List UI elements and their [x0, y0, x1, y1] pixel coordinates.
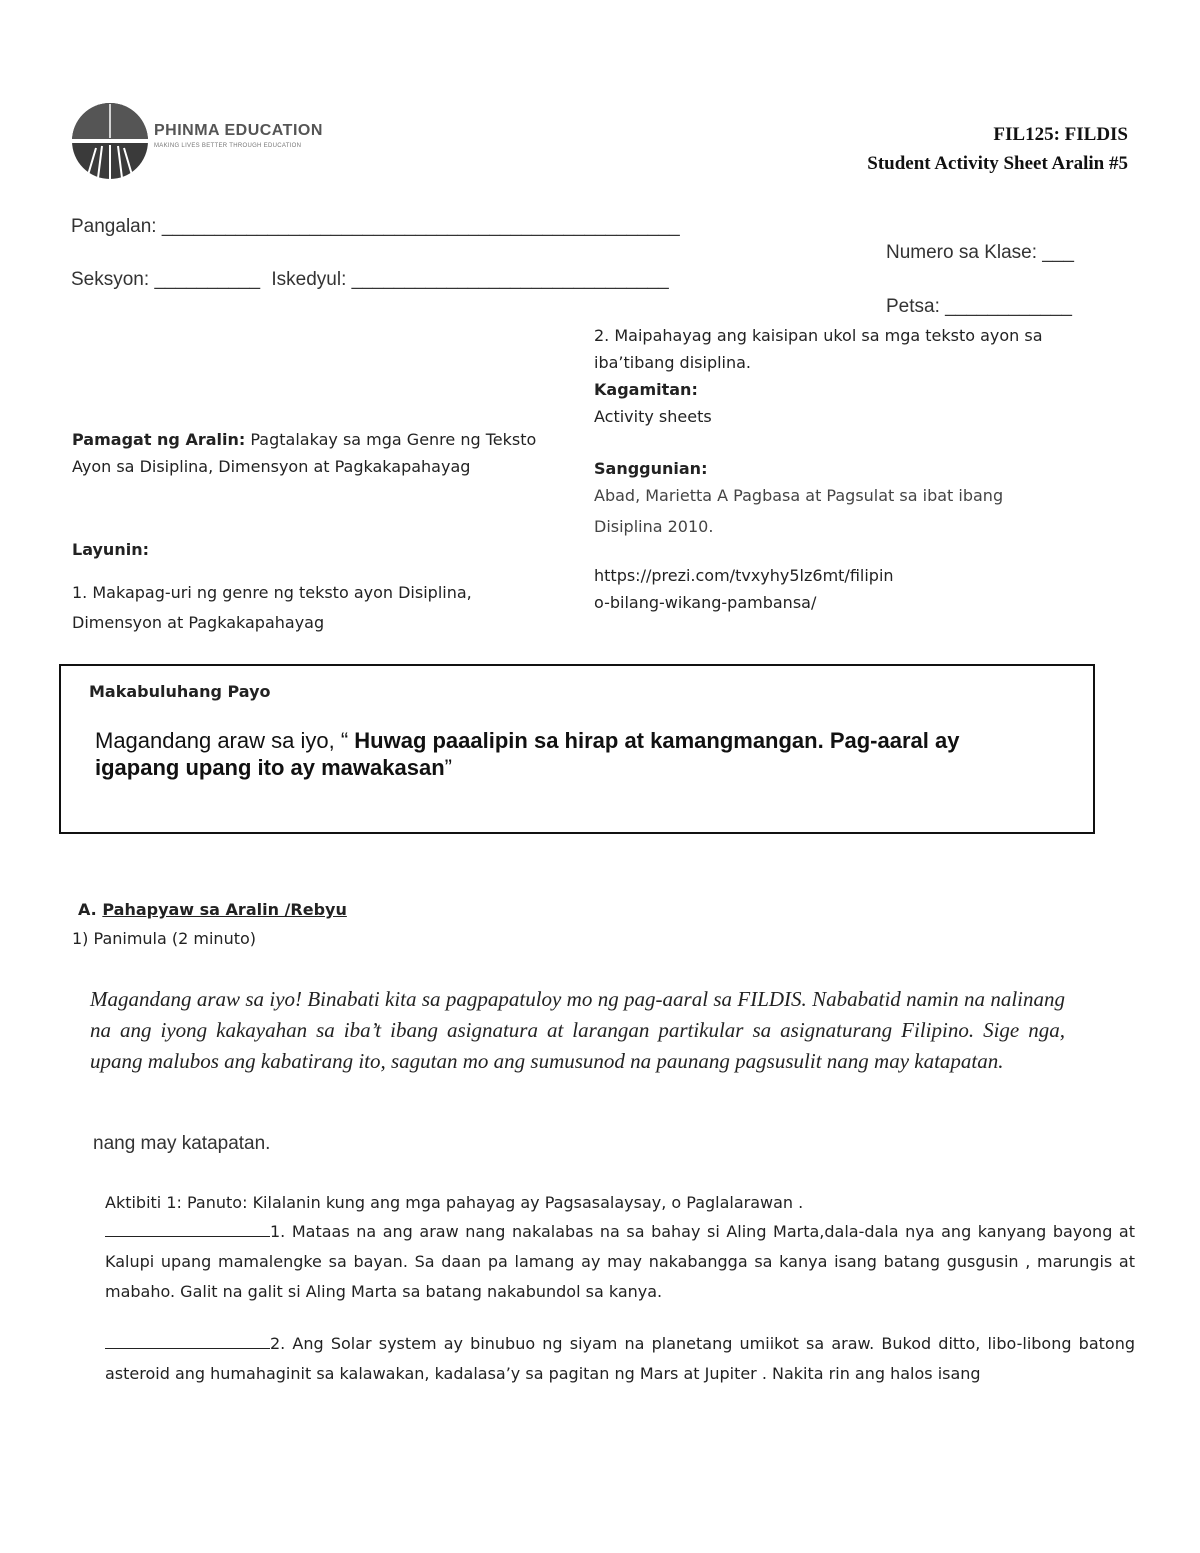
- objective-2-line-1: 2. Maipahayag ang kaisipan ukol sa mga teksto ayon sa: [594, 326, 1043, 345]
- intro-paragraph: Magandang araw sa iyo! Binabati kita sa pagpapatuloy mo ng pag-aaral sa FILDIS. Nababatid namin na nalinang na ang iyong kakayahan sa iba’t ibang asignatura at larangan partikular sa asignaturang Filipino. Sige nga, upang malubos ang kabatirang ito, sagutan mo ang sumusunod na paunang pagsusulit nang may katapatan.: [90, 987, 1065, 1073]
- phinma-logo: [68, 100, 358, 182]
- name-blank: _________________________________________________: [161, 216, 680, 237]
- class-number-field[interactable]: [886, 242, 1074, 264]
- date-label: Petsa:: [886, 296, 940, 317]
- answer-blank-2[interactable]: [105, 1334, 270, 1349]
- date-field[interactable]: [886, 296, 1072, 318]
- section-blank: __________: [154, 269, 261, 290]
- reference-2-link[interactable]: [594, 562, 1094, 616]
- advice-title: Makabuluhang Payo: [89, 682, 271, 701]
- activity-item-1: [105, 1217, 1135, 1307]
- section-a-heading: [78, 900, 347, 919]
- objective-1-line-2: Dimensyon at Pagkakapahayag: [72, 613, 325, 632]
- schedule-label: Iskedyul:: [271, 269, 347, 290]
- sheet-title: Student Activity Sheet Aralin #5: [867, 153, 1128, 174]
- name-field[interactable]: [71, 216, 680, 238]
- activity-label: Aktibiti 1:: [105, 1193, 182, 1212]
- activity-item-2: [105, 1329, 1135, 1389]
- objective-1: [72, 578, 572, 638]
- section-a-letter: A.: [78, 900, 97, 919]
- section-field[interactable]: [71, 269, 669, 291]
- item-2-number: 2.: [270, 1334, 286, 1353]
- lesson-title-text-2: Ayon sa Disiplina, Dimensyon at Pagkakapahayag: [72, 457, 471, 476]
- class-number-label: Numero sa Klase:: [886, 242, 1038, 263]
- objective-1-line-1: 1. Makapag-uri ng genre ng teksto ayon Disiplina,: [72, 583, 472, 602]
- item-1-number: 1.: [270, 1222, 286, 1241]
- lesson-title-block: [72, 426, 572, 480]
- advice-text: [95, 727, 995, 781]
- lesson-title-label: Pamagat ng Aralin:: [72, 430, 246, 449]
- instruction-label: Panuto:: [187, 1193, 248, 1212]
- logo-name: PHINMA EDUCATION: [154, 122, 323, 139]
- schedule-blank: ______________________________: [351, 269, 669, 290]
- materials-label: Kagamitan:: [594, 380, 698, 399]
- objective-2-line-2: iba’tibang disiplina.: [594, 353, 752, 372]
- date-blank: ____________: [945, 296, 1072, 317]
- advice-close-quote: ”: [444, 755, 452, 780]
- reference-2-line-2: o-bilang-wikang-pambansa/: [594, 593, 817, 612]
- reference-1-line-2: Disiplina 2010.: [594, 517, 714, 536]
- objective-2: [594, 322, 1094, 430]
- course-header: [867, 120, 1128, 178]
- activity-instruction: [105, 1193, 803, 1212]
- instruction-text: Kilalanin kung ang mga pahayag ay Pagsasalaysay, o Paglalarawan .: [252, 1193, 804, 1212]
- logo-tagline: MAKING LIVES BETTER THROUGH EDUCATION: [154, 143, 302, 149]
- course-code: FIL125: FILDIS: [993, 124, 1128, 145]
- reference-1-line-1: Abad, Marietta A Pagbasa at Pagsulat sa ibat ibang: [594, 486, 1004, 505]
- reference-2-line-1: https://prezi.com/tvxyhy5lz6mt/filipin: [594, 566, 894, 585]
- section-a-title: Pahapyaw sa Aralin /Rebyu: [102, 900, 347, 919]
- references-label: Sanggunian:: [594, 459, 708, 478]
- intro-repeat: nang may katapatan.: [93, 1133, 271, 1154]
- logo-emblem-icon: [68, 100, 358, 182]
- class-number-blank: ___: [1042, 242, 1074, 263]
- lesson-title-text: Pagtalakay sa mga Genre ng Teksto: [250, 430, 537, 449]
- section-a-sub: 1) Panimula (2 minuto): [72, 929, 257, 948]
- name-label: Pangalan:: [71, 216, 157, 237]
- item-1-text: Mataas na ang araw nang nakalabas na sa bahay si Aling Marta,dala-dala nya ang kanyang bayong at Kalupi upang mamalengke sa bayan. Sa daan pa lamang ay may nakabangga sa kanya isang batang gusgusin , marungis at mabaho. Galit na galit si Aling Marta sa batang nakabundol sa kanya.: [105, 1222, 1135, 1301]
- section-label: Seksyon:: [71, 269, 150, 290]
- advice-box: [59, 664, 1095, 834]
- answer-blank-1[interactable]: [105, 1222, 270, 1237]
- materials-text: Activity sheets: [594, 407, 712, 426]
- advice-greeting: Magandang araw sa iyo, “: [95, 728, 355, 753]
- objectives-label: Layunin:: [72, 540, 149, 559]
- advice-quote: Huwag paaalipin sa hirap at kamangmangan. Pag-aaral ay igapang upang ito ay mawakasan: [95, 728, 960, 780]
- item-2-text: Ang Solar system ay binubuo ng siyam na planetang umiikot sa araw. Bukod ditto, libo-libong batong asteroid ang humahaginit sa kalawakan, kadalasa’y sa pagitan ng Mars at Jupiter . Nakita rin ang halos isang: [105, 1334, 1135, 1383]
- reference-1: [594, 480, 1094, 542]
